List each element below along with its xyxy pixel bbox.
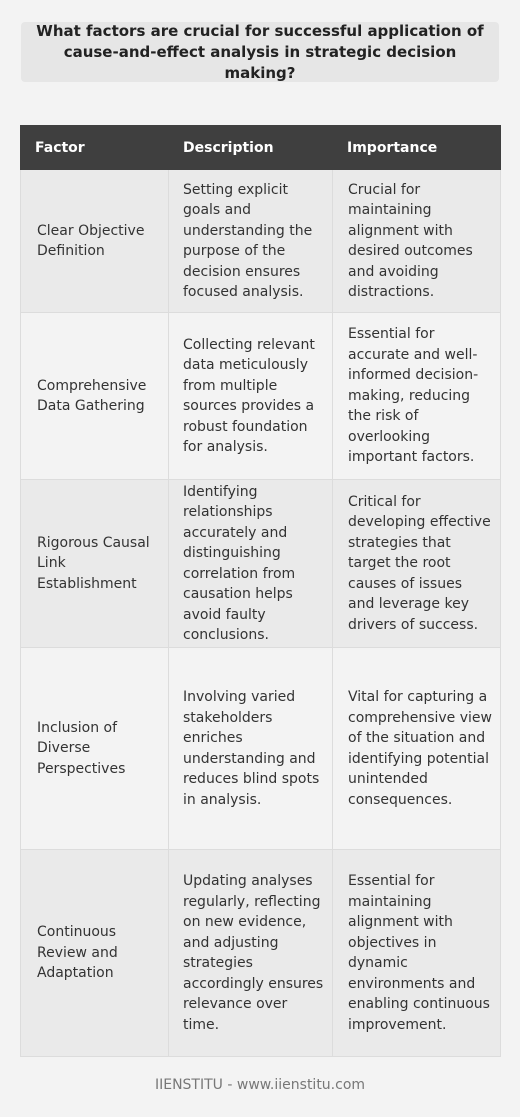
table-row [21, 850, 501, 1057]
table-header-row [21, 126, 501, 170]
factor-cell: Continuous Review and Adaptation [21, 850, 169, 1057]
description-cell: Collecting relevant data meticulously from multiple sources provides a robust foundation for analysis. [169, 313, 333, 480]
description-cell: Involving varied stakeholders enriches understanding and reduces blind spots in analysis. [169, 648, 333, 850]
table-row [21, 480, 501, 648]
table-row [21, 648, 501, 850]
table-row [21, 313, 501, 480]
importance-cell: Vital for capturing a comprehensive view of the situation and identifying potential unintended consequences. [333, 648, 501, 850]
table-row [21, 170, 501, 313]
importance-cell: Essential for maintaining alignment with objectives in dynamic environments and enabling continuous improvement. [333, 850, 501, 1057]
factors-table [20, 125, 501, 1057]
importance-cell: Essential for accurate and well-informed decision-making, reducing the risk of overlooking important factors. [333, 313, 501, 480]
description-cell: Updating analyses regularly, reflecting on new evidence, and adjusting strategies accordingly ensures relevance over time. [169, 850, 333, 1057]
factor-cell: Rigorous Causal Link Establishment [21, 480, 169, 648]
header-description: Description [169, 126, 333, 170]
header-importance: Importance [333, 126, 501, 170]
factor-cell: Comprehensive Data Gathering [21, 313, 169, 480]
importance-cell: Critical for developing effective strategies that target the root causes of issues and leverage key drivers of success. [333, 480, 501, 648]
header-factor: Factor [21, 126, 169, 170]
factor-cell: Inclusion of Diverse Perspectives [21, 648, 169, 850]
title-banner [21, 22, 499, 82]
importance-cell: Crucial for maintaining alignment with desired outcomes and avoiding distractions. [333, 170, 501, 313]
description-cell: Identifying relationships accurately and distinguishing correlation from causation helps avoid faulty conclusions. [169, 480, 333, 648]
footer-credit: IIENSTITU - www.iienstitu.com [154, 1077, 366, 1093]
factor-cell: Clear Objective Definition [21, 170, 169, 313]
page-title: What factors are crucial for successful application of cause-and-effect analysis in strategic decision making? [36, 21, 484, 82]
description-cell: Setting explicit goals and understanding the purpose of the decision ensures focused analysis. [169, 170, 333, 313]
